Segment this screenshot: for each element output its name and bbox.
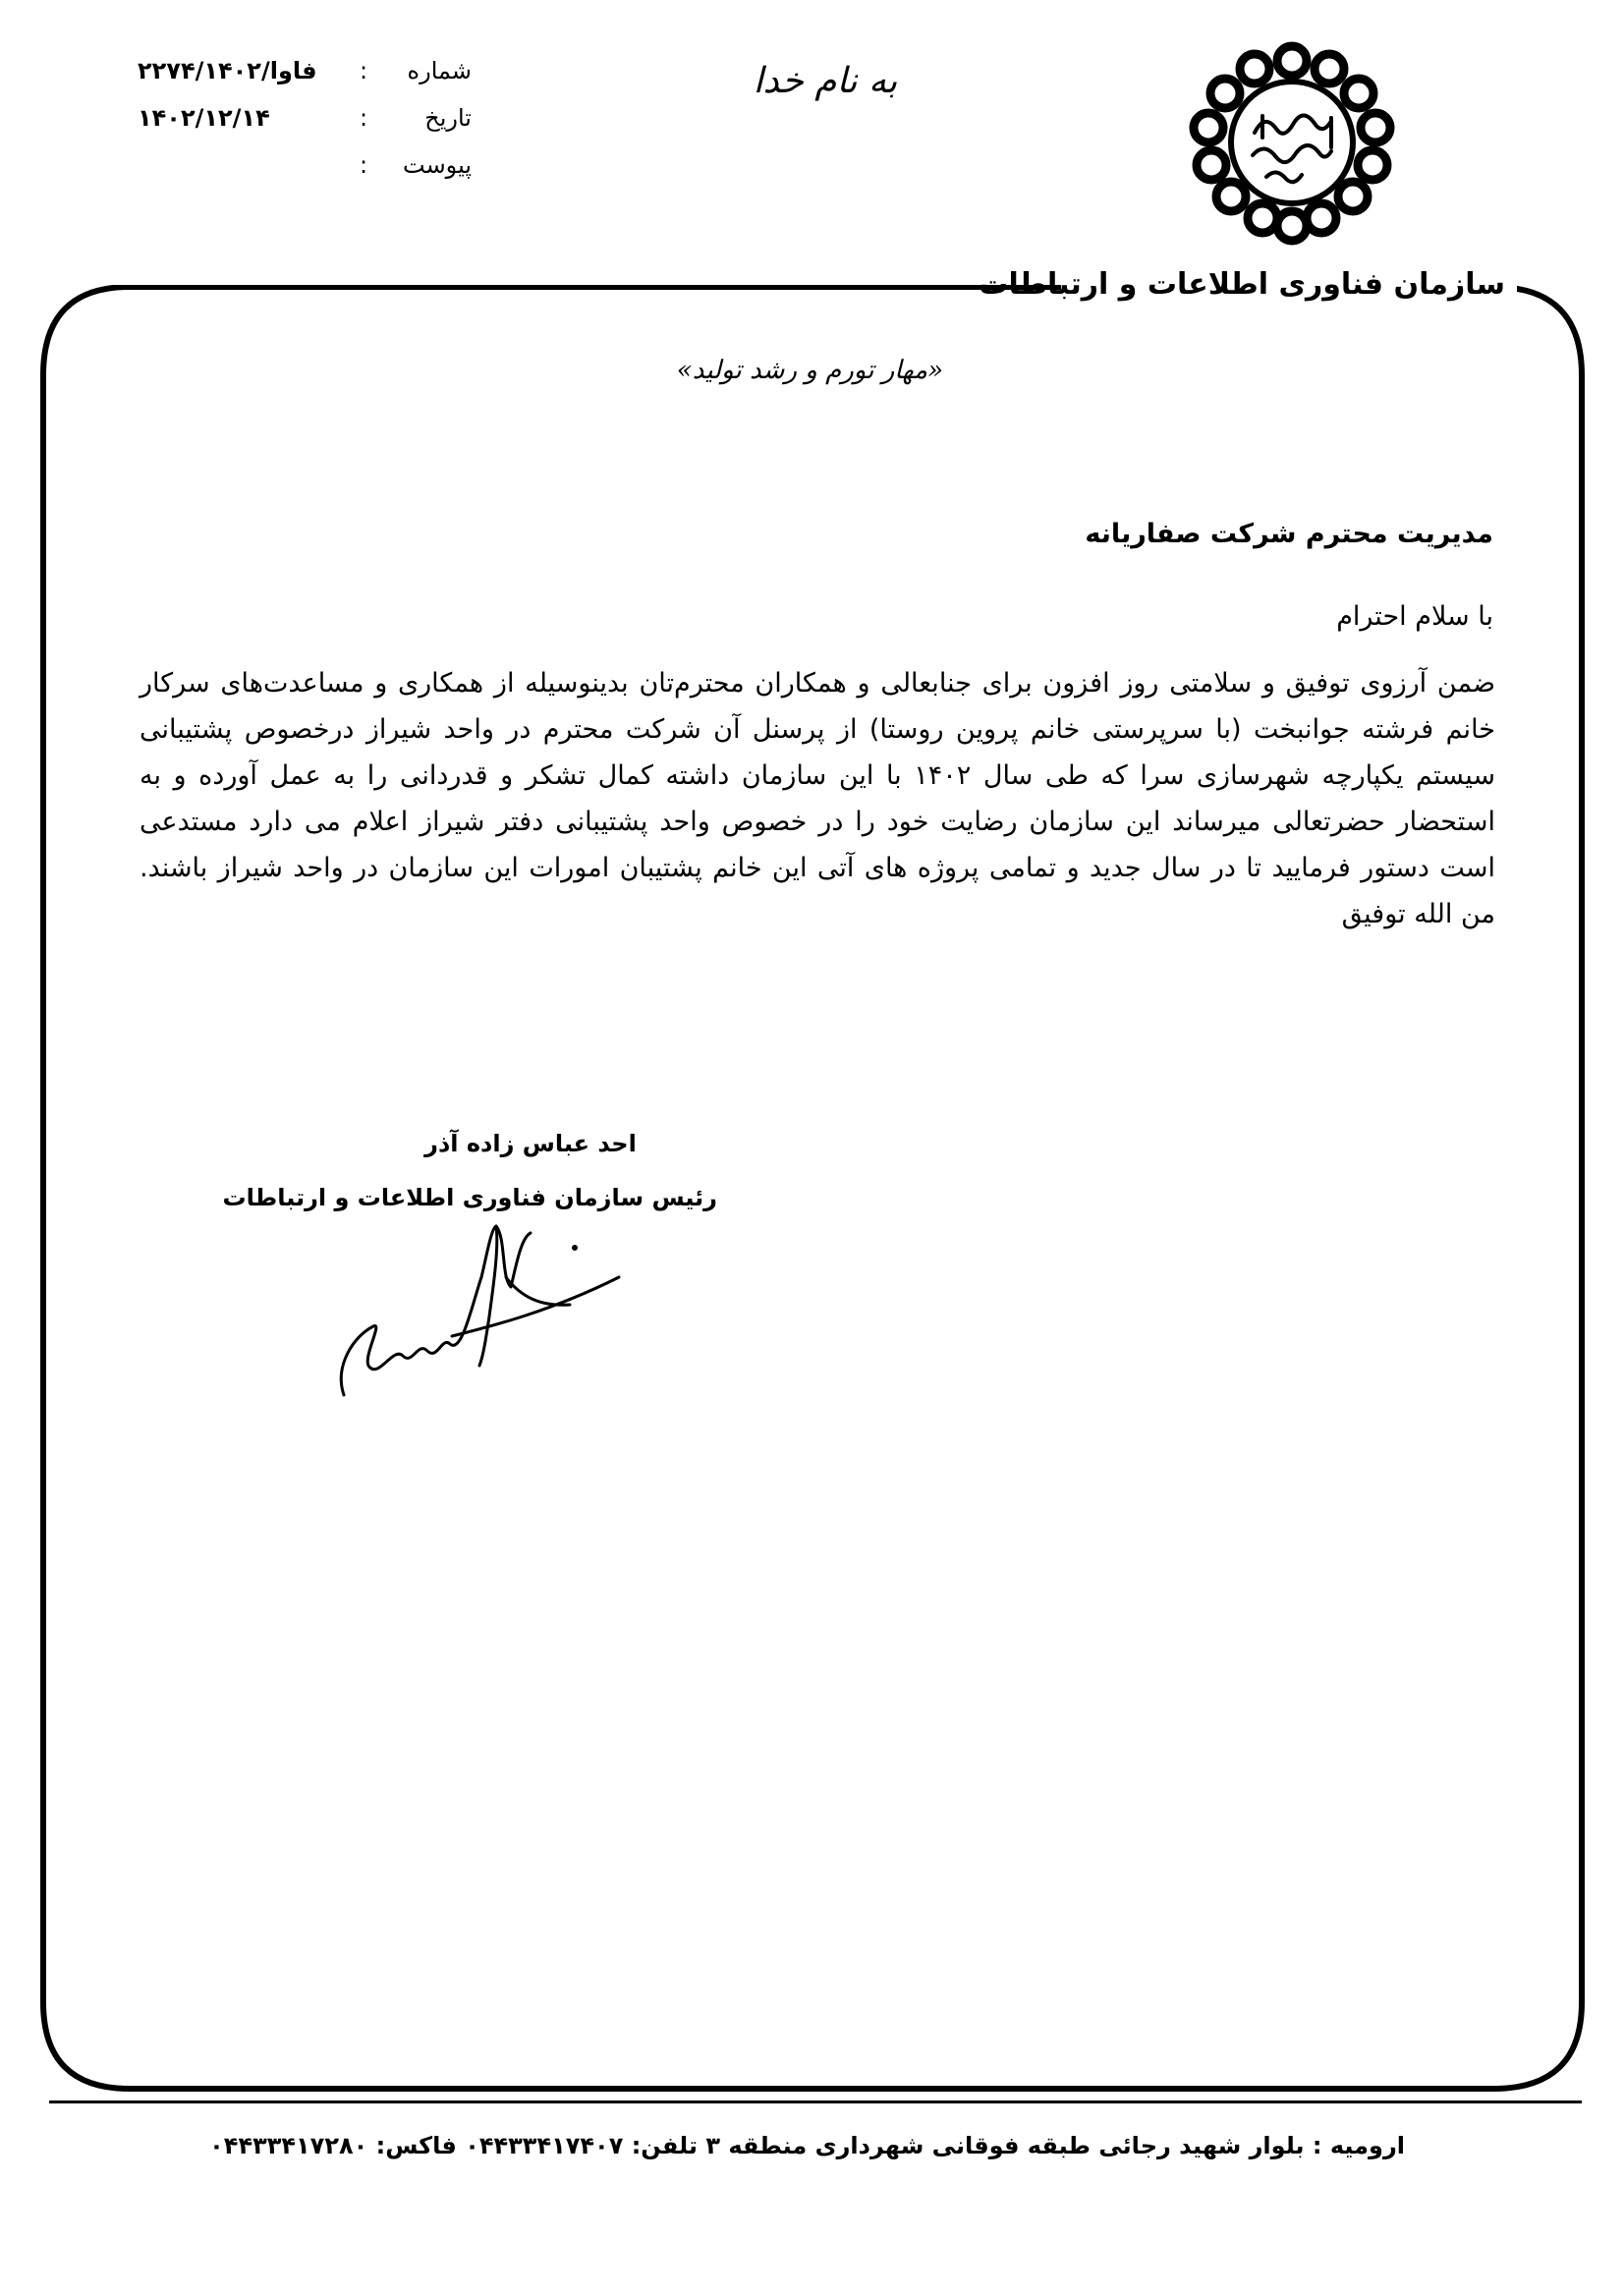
recipient: مدیریت محترم شرکت صفاریانه (1085, 519, 1493, 549)
attachment-separator: : (359, 151, 368, 179)
meta-attachment-row (138, 141, 472, 189)
bismillah-heading: به نام خدا (753, 61, 898, 101)
number-value: ۲۲۷۴/فاوا/۱۴۰۲ (138, 57, 317, 84)
slogan: «مهار تورم و رشد تولید» (676, 356, 943, 385)
letter-meta (138, 47, 472, 189)
footer-address: ارومیه : بلوار شهید رجائی طبقه فوقانی شهرداری منطقه ۳ تلفن: ۰۴۴۳۳۴۱۷۴۰۷ فاکس: ۰۴۴۳۳۴۱۷۲۸۰ (209, 2132, 1405, 2159)
date-separator: : (359, 104, 368, 132)
attachment-label: پیوست (403, 151, 472, 179)
footer-divider (49, 2100, 1582, 2103)
date-value: ۱۴۰۲/۱۲/۱۴ (138, 104, 270, 132)
urmia-municipality-seal-icon (1184, 39, 1400, 246)
handwritten-signature-icon (324, 1218, 639, 1415)
number-label: شماره (407, 57, 472, 84)
signer-name: احد عباس زاده آذر (424, 1130, 637, 1157)
org-name: سازمان فناوری اطلاعات و ارتباطات (1061, 267, 1517, 302)
greeting: با سلام احترام (1336, 601, 1493, 632)
letter-body: ضمن آرزوی توفیق و سلامتی روز افزون برای جنابعالی و همکاران محترم‌تان بدینوسیله از همکاری و مساعدت‌های سرکار خانم فرشته جوانبخت (با سرپرستی خانم پروین روستا) از پرسنل آن شرکت محترم در واحد شیراز درخصوص پشتیبانی سیستم یکپارچه شهرسازی سرا که طی سال ۱۴۰۲ با این سازمان داشته کمال تشکر و قدردانی را به عمل آورده و به استحضار حضرتعالی میرساند این سازمان رضایت خود را در خصوص واحد پشتیبانی دفتر شیراز اعلام می دارد مستدعی است دستور فرمایید تا در سال جدید و تمامی پروژه های آتی این خانم پشتیبان امورات این سازمان در واحد شیراز باشند. من الله توفیق (140, 668, 1495, 929)
date-label: تاریخ (424, 104, 472, 132)
signer-title: رئیس سازمان فناوری اطلاعات و ارتباطات (222, 1184, 717, 1211)
meta-date-row (138, 94, 472, 141)
number-separator: : (359, 57, 368, 84)
meta-number-row (138, 47, 472, 94)
